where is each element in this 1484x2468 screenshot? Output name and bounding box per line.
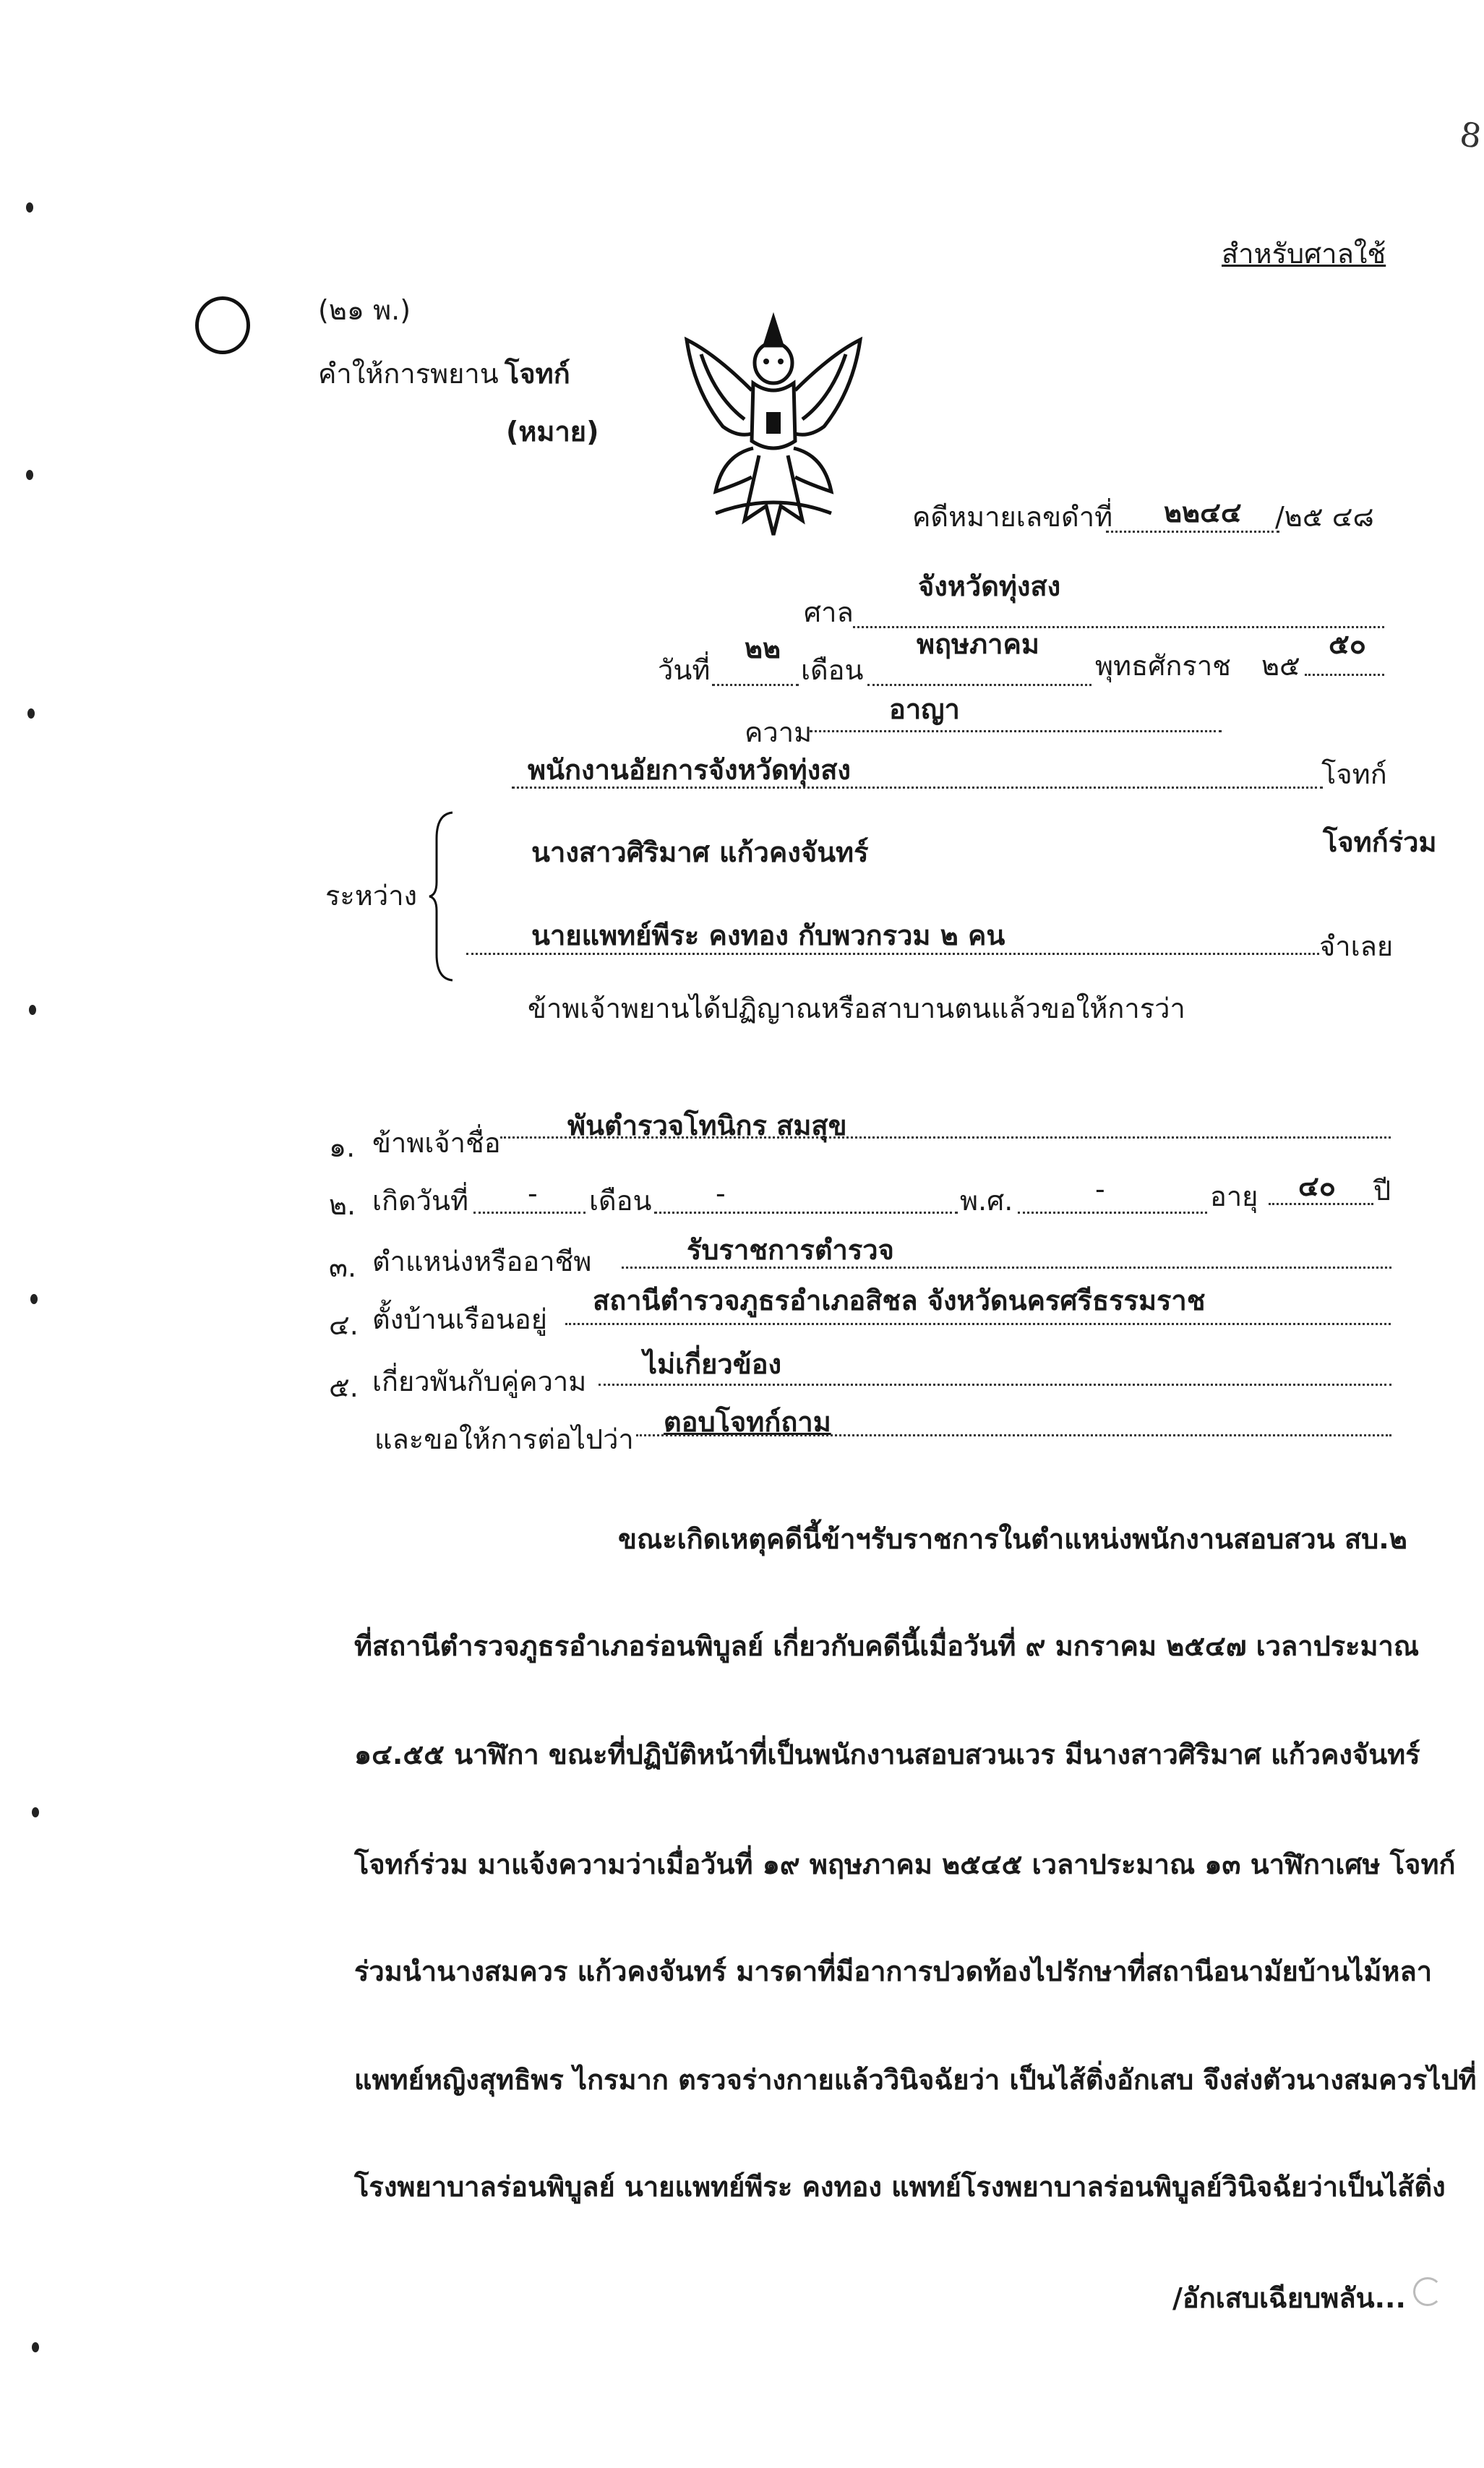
birth-month: -: [716, 1178, 726, 1209]
date-day: ๒๒: [745, 633, 781, 664]
field-number: ๓.: [329, 1251, 357, 1283]
court-use-label: สำหรับศาลใช้: [1222, 238, 1386, 270]
field-number: ๑.: [329, 1131, 356, 1163]
dotted-line: [1018, 1212, 1207, 1214]
co-plaintiff-role: โจทก์ร่วม: [1323, 826, 1437, 858]
date-year-suffix: ๕๐: [1329, 628, 1366, 660]
date-year-prefix: ๒๕: [1261, 650, 1300, 682]
field-label-name: ข้าพเจ้าชื่อ: [372, 1127, 501, 1159]
plaintiff-role: โจทก์: [1321, 758, 1387, 790]
garuda-emblem: [672, 311, 875, 542]
dotted-line: [599, 1384, 1391, 1386]
field-label-address: ตั้งบ้านเรือนอยู่: [372, 1303, 547, 1335]
margin-note: 8: [1457, 114, 1484, 156]
birth-day: -: [528, 1178, 538, 1209]
matter-label: ความ: [745, 716, 812, 748]
testimony-line: ๑๔.๕๕ นาฬิกา ขณะที่ปฏิบัติหน้าที่เป็นพนักงานสอบสวนเวร มีนางสาวศิริมาศ แก้วคงจันทร์: [354, 1739, 1420, 1770]
case-number: ๒๒๔๔: [1164, 497, 1242, 528]
dotted-line: [810, 730, 1222, 732]
between-label: ระหว่าง: [325, 880, 418, 912]
field-label-continue: และขอให้การต่อไปว่า: [374, 1423, 634, 1455]
dotted-line: [867, 684, 1091, 686]
field-label-occupation: ตำแหน่งหรืออาชีพ: [372, 1246, 592, 1277]
dotted-line: [654, 1212, 958, 1214]
testimony-line: ที่สถานีตำรวจภูธรอำเภอร่อนพิบูลย์ เกี่ยวกับคดีนี้เมื่อวันที่ ๙ มกราคม ๒๕๔๗ เวลาประมาณ: [354, 1630, 1420, 1662]
dotted-line: [512, 787, 1323, 789]
dotted-line: [1106, 531, 1279, 533]
field-label-birth: เกิดวันที่: [372, 1185, 469, 1217]
testimony-line: โจทก์ร่วม มาแจ้งความว่าเมื่อวันที่ ๑๙ พฤษภาคม ๒๕๔๕ เวลาประมาณ ๑๓ นาฬิกาเศษ โจทก์: [354, 1848, 1456, 1880]
testimony-line: ร่วมนำนางสมควร แก้วคงจันทร์ มารดาที่มีอาการปวดท้องไปรักษาที่สถานีอนามัยบ้านไม้หลา: [354, 1955, 1433, 1987]
date-month-label: เดือน: [801, 654, 864, 686]
dotted-line: [1269, 1203, 1373, 1205]
field-label-relation: เกี่ยวพันกับคู่ความ: [372, 1366, 587, 1397]
plaintiff-name: พนักงานอัยการจังหวัดทุ่งสง: [528, 754, 851, 786]
birth-year: -: [1095, 1173, 1105, 1205]
testimony-line: โรงพยาบาลร่อนพิบูลย์ นายแพทย์พีระ คงทอง แพทย์โรงพยาบาลร่อนพิบูลย์วินิจฉัยว่าเป็นไส้ติ่ง: [354, 2171, 1446, 2203]
dotted-line: [712, 684, 799, 686]
age-value: ๔๐: [1298, 1170, 1336, 1202]
punch-mark: [29, 1005, 36, 1015]
oath-line: ข้าพเจ้าพยานได้ปฏิญาณหรือสาบานตนแล้วขอให้การว่า: [528, 993, 1185, 1024]
witness-name: พันตำรวจโทนิกร สมสุข: [567, 1110, 847, 1141]
matter-value: อาญา: [889, 693, 960, 725]
dotted-line: [622, 1267, 1391, 1269]
court-value: จังหวัดทุ่งสง: [918, 570, 1061, 602]
case-number-label: คดีหมายเลขดำที่: [912, 501, 1113, 533]
address-value: สถานีตำรวจภูธรอำเภอสิชล จังหวัดนครศรีธรรมราช: [593, 1285, 1206, 1316]
defendant-role: จำเลย: [1319, 930, 1394, 962]
field-number: ๔.: [329, 1309, 359, 1341]
relation-value: ไม่เกี่ยวข้อง: [643, 1348, 782, 1380]
punch-mark: [26, 470, 33, 480]
dotted-line: [565, 1323, 1391, 1325]
birth-month-label: เดือน: [589, 1185, 652, 1217]
form-sheet: (หมาย): [506, 416, 599, 447]
smudge-mark: [1413, 2277, 1442, 2306]
form-party: โจทก์: [505, 358, 570, 390]
dotted-line: [1305, 674, 1384, 676]
continued-marker: /อักเสบเฉียบพลัน...: [1172, 2282, 1406, 2314]
occupation-value: รับราชการตำรวจ: [687, 1234, 894, 1266]
punch-mark: [26, 202, 33, 213]
testimony-line: ขณะเกิดเหตุคดีนี้ข้าฯรับราชการในตำแหน่งพนักงานสอบสวน สบ.๒: [618, 1523, 1407, 1555]
brace: [426, 810, 455, 983]
age-label: อายุ: [1210, 1181, 1258, 1212]
dotted-line: [473, 1212, 586, 1214]
circle-mark: [195, 296, 250, 354]
co-plaintiff-name: นางสาวศิริมาศ แก้วคงจันทร์: [531, 836, 869, 868]
date-year-label: พุทธศักราช: [1095, 650, 1231, 682]
testimony-line: แพทย์หญิงสุทธิพร ไกรมาก ตรวจร่างกายแล้ววินิจฉัยว่า เป็นไส้ติ่งอักเสบ จึงส่งตัวนางสมควรไปที่: [354, 2064, 1477, 2096]
punch-mark: [30, 1294, 38, 1304]
dotted-line: [466, 953, 1319, 955]
punch-mark: [32, 1807, 39, 1817]
age-unit: ปี: [1373, 1175, 1391, 1207]
birth-year-label: พ.ศ.: [960, 1185, 1013, 1217]
court-label: ศาล: [804, 596, 854, 628]
date-day-label: วันที่: [658, 654, 711, 686]
date-month: พฤษภาคม: [917, 628, 1039, 660]
punch-mark: [27, 708, 35, 719]
form-title: คำให้การพยาน: [318, 358, 499, 390]
punch-mark: [32, 2342, 39, 2352]
case-year: /๒๕ ๔๘: [1275, 501, 1374, 533]
defendant-name: นายแพทย์พีระ คงทอง กับพวกรวม ๒ คน: [531, 920, 1005, 951]
continue-value: ตอบโจทก์ถาม: [664, 1406, 831, 1438]
field-number: ๕.: [329, 1371, 359, 1403]
form-code: (๒๑ พ.): [318, 294, 411, 326]
field-number: ๒.: [329, 1189, 356, 1221]
